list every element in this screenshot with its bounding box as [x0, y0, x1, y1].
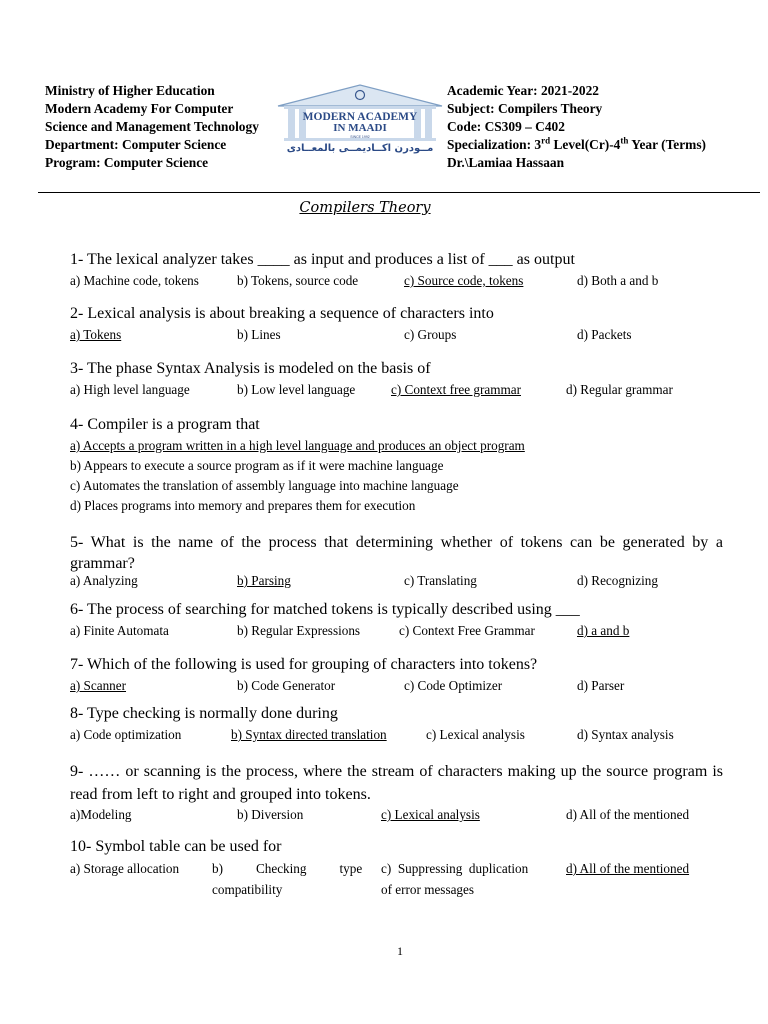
ministry-line: Ministry of Higher Education: [45, 83, 215, 98]
question-8: 8- Type checking is normally done during: [70, 705, 338, 722]
academic-year: Academic Year: 2021-2022: [447, 83, 599, 98]
logo-line-2: IN MAADI: [333, 122, 387, 134]
subject: Subject: Compilers Theory: [447, 101, 603, 116]
option-c: c) Code Optimizer: [404, 678, 503, 693]
academy-line-2: Science and Management Technology: [45, 119, 259, 134]
option-a: a)Modeling: [70, 807, 132, 822]
option-d-correct: d) All of the mentioned: [566, 861, 690, 876]
question-3: 3- The phase Syntax Analysis is modeled on the basis of: [70, 360, 431, 377]
option-c-line-1: c) Suppressing duplication: [381, 861, 529, 876]
course-code: Code: CS309 – C402: [447, 119, 565, 134]
question-5: 5- What is the name of the process that determining whether of tokens can be generated by a grammar?: [70, 534, 723, 572]
option-d: d) Both a and b: [577, 273, 659, 288]
course-header: [447, 82, 706, 172]
option-b: b) Code Generator: [237, 678, 336, 693]
academy-line-1: Modern Academy For Computer: [45, 101, 234, 116]
option-c-correct: c) Context free grammar: [391, 382, 521, 397]
option-a-correct: a) Accepts a program written in a high level language and produces an object program: [70, 438, 525, 453]
option-a-correct: a) Scanner: [70, 678, 127, 693]
question-7: 7- Which of the following is used for grouping of characters into tokens?: [70, 656, 538, 673]
page-title: Compilers Theory: [299, 200, 431, 216]
logo-line-1: MODERN ACADEMY: [302, 111, 418, 123]
academy-logo: [270, 80, 450, 160]
option-b: b) Tokens, source code: [237, 273, 359, 288]
program-line: Program: Computer Science: [45, 155, 209, 170]
option-c: c) Groups: [404, 327, 457, 342]
option-d: d) Places programs into memory and prepares them for execution: [70, 498, 416, 513]
institution-header: [45, 82, 259, 172]
option-a: a) Machine code, tokens: [70, 273, 199, 288]
question-6-options: [70, 623, 768, 641]
option-c: c) Context Free Grammar: [399, 623, 535, 638]
option-c: c) Lexical analysis: [426, 727, 525, 742]
question-1-options: [70, 273, 768, 291]
option-a: a) Storage allocation: [70, 861, 180, 876]
question-6: 6- The process of searching for matched tokens is typically described using ___: [70, 601, 580, 618]
option-d: d) Syntax analysis: [577, 727, 674, 742]
option-b-correct: b) Parsing: [237, 573, 291, 588]
option-c-correct: c) Lexical analysis: [381, 807, 480, 822]
option-b: b) Regular Expressions: [237, 623, 361, 638]
question-7-options: [70, 678, 768, 696]
option-b: b) Low level language: [237, 382, 356, 397]
option-d: d) Parser: [577, 678, 625, 693]
option-b-line-1: b) Checking type: [212, 861, 363, 876]
option-b-correct: b) Syntax directed translation: [231, 727, 387, 742]
option-a: a) High level language: [70, 382, 190, 397]
instructor: Dr.\Lamiaa Hassaan: [447, 155, 565, 170]
option-c: c) Translating: [404, 573, 477, 588]
option-d: d) Packets: [577, 327, 632, 342]
question-10-options: [70, 861, 768, 901]
logo-since: SINCE 1992: [350, 135, 370, 139]
option-d: d) Recognizing: [577, 573, 658, 588]
option-a: a) Finite Automata: [70, 623, 169, 638]
question-9: 9- …… or scanning is the process, where the stream of characters making up the source program is read from left to right and grouped into tokens.: [70, 763, 723, 803]
question-9-options: [70, 807, 768, 825]
option-c-line-2: of error messages: [381, 882, 475, 897]
question-3-options: [70, 382, 768, 400]
header-divider: [38, 192, 760, 193]
option-b-line-2: compatibility: [212, 882, 283, 897]
question-8-options: [70, 727, 768, 745]
option-b: b) Lines: [237, 327, 281, 342]
option-c: c) Automates the translation of assembly language into machine language: [70, 478, 459, 493]
question-4: 4- Compiler is a program that: [70, 416, 260, 433]
department-line: Department: Computer Science: [45, 137, 227, 152]
option-c-correct: c) Source code, tokens: [404, 273, 524, 288]
question-10: 10- Symbol table can be used for: [70, 838, 282, 855]
question-5-options: [70, 573, 768, 591]
question-1: 1- The lexical analyzer takes ____ as input and produces a list of ___ as output: [70, 251, 575, 268]
option-d: d) Regular grammar: [566, 382, 673, 397]
specialization: Specialization: 3rd Level(Cr)-4th Year (Terms): [447, 135, 707, 152]
option-b: b) Diversion: [237, 807, 304, 822]
option-d-correct: d) a and b: [577, 623, 630, 638]
option-d: d) All of the mentioned: [566, 807, 690, 822]
logo-arabic: مــودرن اكــاديمــى بالمعــادى: [286, 143, 434, 154]
option-a: a) Analyzing: [70, 573, 138, 588]
question-2-options: [70, 327, 768, 345]
question-2: 2- Lexical analysis is about breaking a sequence of characters into: [70, 305, 494, 322]
option-b: b) Appears to execute a source program as if it were machine language: [70, 458, 444, 473]
option-a-correct: a) Tokens: [70, 327, 122, 342]
page-number: 1: [397, 944, 403, 958]
option-a: a) Code optimization: [70, 727, 182, 742]
